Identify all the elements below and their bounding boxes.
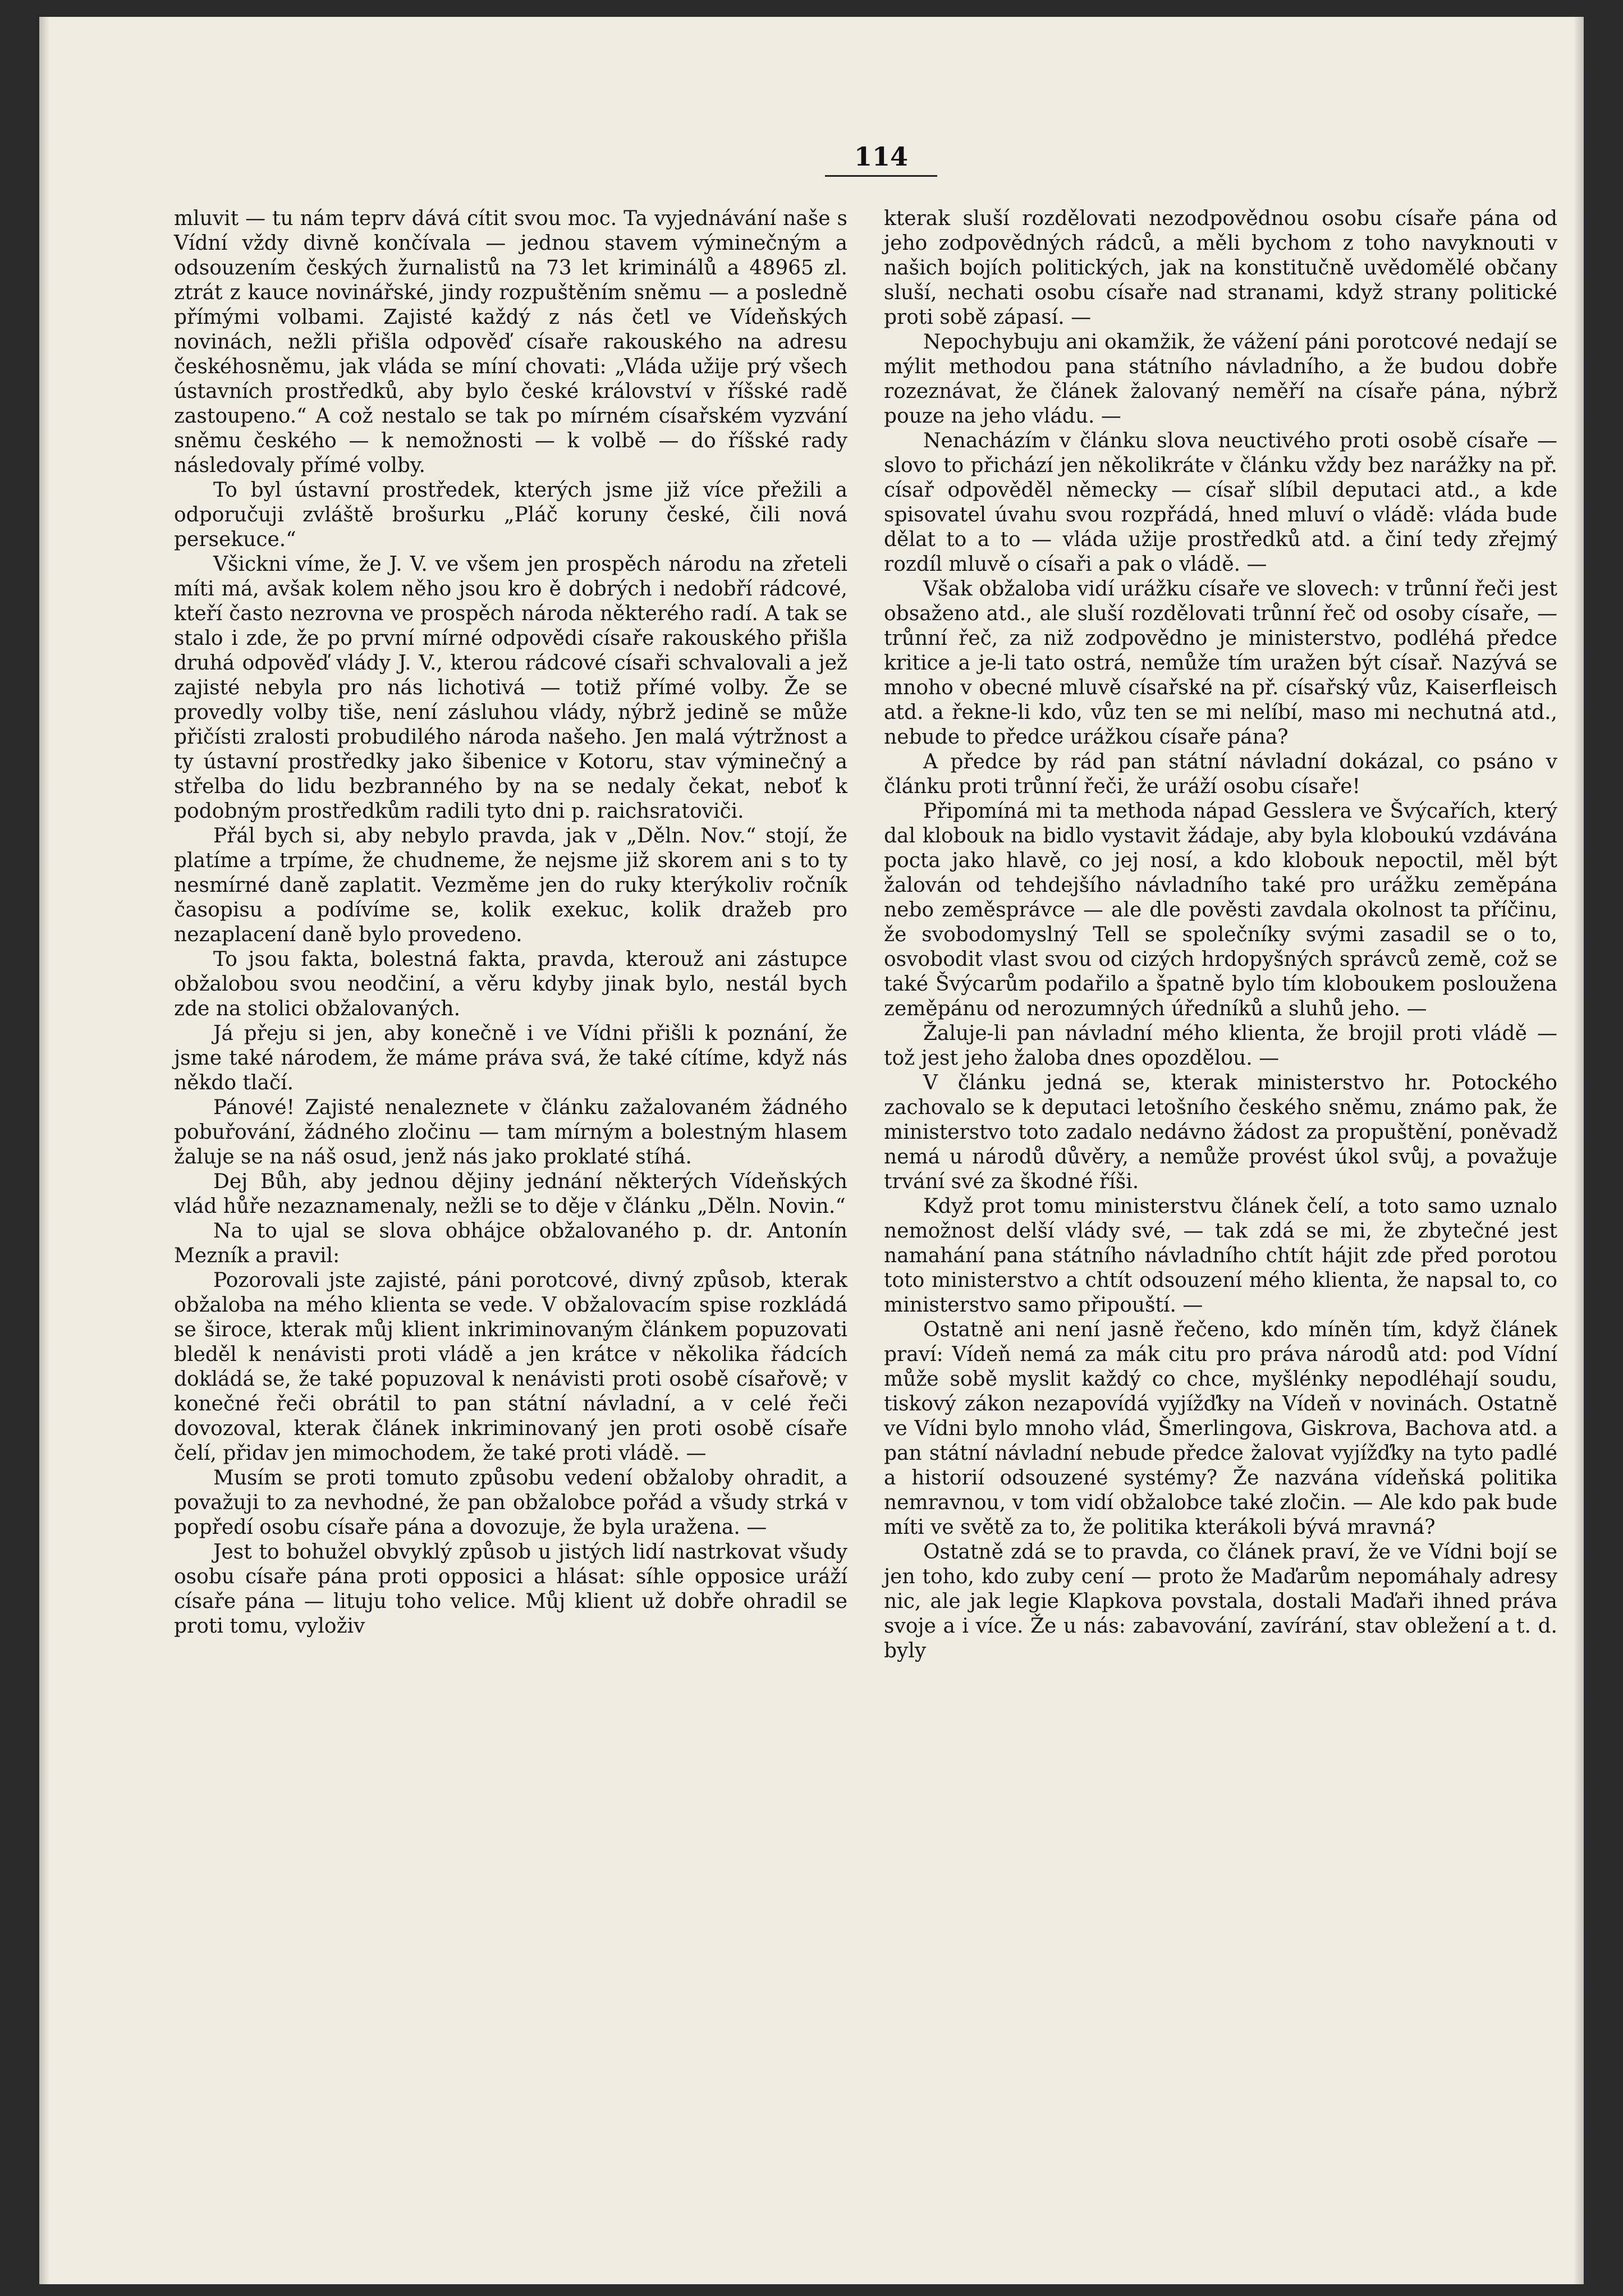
paragraph: Žaluje-li pan návladní mého klienta, že brojil proti vládě — tož jest jeho žaloba dnes opozdělou. — (884, 1022, 1557, 1070)
paragraph: To byl ústavní prostředek, kterých jsme již více přežili a odporučuji zvláště brošurku „Pláč koruny české, čili nová persekuce.“ (174, 479, 847, 551)
paragraph: Všickni víme, že J. V. ve všem jen prospěch národu na zřeteli míti má, avšak kolem něho jsou kro ě dobrých i nedobří rádcové, kteří často nezrovna ve prospěch národa některého radí. A tak se stalo i zde, že po první mírné odpovědi císaře rakouského přišla druhá odpověď vlády J. V., kterou rádcové císaři schvalovali a jež zajisté nebyla pro nás lichotivá — totiž přímé volby. Že se provedly volby tiše, není zásluhou vlády, nýbrž jedině se může přičísti zralosti probudilého národa našeho. Jen malá výtržnost a ty ústavní prostředky jako šibenice v Kotoru, stav výminečný a střelba do lidu bezbranného by na se nedaly čekat, neboť k podobným prostředkům radili tyto dni p. raichsratoviči. (174, 553, 847, 823)
page-number: 114 (854, 141, 909, 172)
paragraph: mluvit — tu nám teprv dává cítit svou moc. Ta vyjednávání naše s Vídní vždy divně končívala — jednou stavem výminečným a odsouzením českých žurnalistů na 73 let kriminálů a 48965 zl. ztrát z kauce novinářské, jindy rozpuštěním sněmu — a posledně přímými volbami. Zajisté každý z nás četl ve Vídeňských novinách, nežli přišla odpověď císaře rakouského na adresu českéhosněmu, jak vláda se míní chovati: „Vláda užije prý všech ústavních prostředků, aby bylo české království v říšské radě zastoupeno.“ A což nestalo se tak po mírném císařském vyzvání sněmu českého — k nemožnosti — k volbě — do říšské rady následovaly přímé volby. (174, 207, 847, 477)
page-edge-shadow-right (1574, 17, 1584, 2284)
page-edge-shadow-left (39, 17, 49, 2284)
paragraph: Jest to bohužel obvyklý způsob u jistých lidí nastrkovat všudy osobu císaře pána proti opposici a hlásat: síhle opposice uráží císaře pána — lituju toho velice. Můj klient už dobře ohradil se proti tomu, vyloživ (174, 1541, 847, 1638)
paragraph: Ostatně ani není jasně řečeno, kdo míněn tím, když článek praví: Vídeň nemá za mák citu pro práva národů atd: pod Vídní může sobě myslit každý co chce, myšlénky nepodléhají soudu, tiskový zákon nezapovídá vyjížďky na Vídeň v novinách. Ostatně ve Vídni bylo mnoho vlád, Šmerlingova, Giskrova, Bachova atd. a pan státní návladní nebude předce žalovat vyjížďky na tyto padlé a historií odsouzené systémy? Že nazvána vídeňská politika nemravnou, v tom vidí obžalobce také zločin. — Ale kdo pak bude míti ve světě za to, že politika kterákoli bývá mravná? (884, 1318, 1557, 1539)
paragraph: Musím se proti tomuto způsobu vedení obžaloby ohradit, a považuji to za nevhodné, že pan obžalobce pořád a všudy strká v popředí osobu císaře pána a dovozuje, že byla uražena. — (174, 1466, 847, 1539)
paragraph: Když prot tomu ministerstvu článek čelí, a toto samo uznalo nemožnost delší vlády své, — tak zdá se mi, že zbytečné jest namahání pana státního návladního chtít hájit zde před porotou toto ministerstvo a chtít odsouzení mého klienta, že napsal to, co ministerstvo samo připouští. — (884, 1195, 1557, 1317)
right-column (884, 207, 1557, 1663)
paragraph: Nepochybuju ani okamžik, že vážení páni porotcové nedají se mýlit methodou pana státního návladního, a že budou dobře rozeznávat, že článek žalovaný neměří na císaře pána, nýbrž pouze na jeho vládu. — (884, 331, 1557, 428)
paragraph: Dej Bůh, aby jednou dějiny jednání některých Vídeňských vlád hůře nezaznamenaly, nežli se to děje v článku „Děln. Novin.“ (174, 1170, 847, 1218)
paragraph: Nenacházím v článku slova neuctivého proti osobě císaře — slovo to přichází jen několikráte v článku vždy bez narážky na př. císař odpověděl německy — císař slíbil deputaci atd., a kde spisovatel úvahu svou rozpřádá, hned mluví o vládě: vláda bude dělat to a to — vláda užije prostředků atd. a činí tedy zřejmý rozdíl mluvě o císaři a pak o vládě. — (884, 429, 1557, 576)
left-column (174, 207, 847, 1639)
paragraph: Já přeju si jen, aby konečně i ve Vídni přišli k poznání, že jsme také národem, že máme práva svá, že také cítíme, když nás někdo tlačí. (174, 1022, 847, 1094)
paragraph: Na to ujal se slova obhájce obžalovaného p. dr. Antonín Mezník a pravil: (174, 1220, 847, 1267)
header-rule (825, 175, 937, 177)
paragraph: V článku jedná se, kterak ministerstvo hr. Potockého zachovalo se k deputaci letošního českého sněmu, známo pak, že ministerstvo toto zadalo nedávno žádost za propuštění, poněvadž nemá u národů důvěry, a nemůže provést úkol svůj, a považuje trvání své za škodné říši. (884, 1071, 1557, 1193)
paragraph: Pánové! Zajisté nenaleznete v článku zažalovaném žádného pobuřování, žádného zločinu — tam mírným a bolestným hlasem žaluje se na náš osud, jenž nás jako proklaté stíhá. (174, 1096, 847, 1168)
paragraph: Přál bych si, aby nebylo pravda, jak v „Děln. Nov.“ stojí, že platíme a trpíme, že chudneme, že nejsme již skorem ani s to ty nesmírné daně zaplatit. Vezměme jen do ruky kterýkoliv ročník časopisu a podívíme se, kolik exekuc, kolik dražeb pro nezaplacení daně bylo provedeno. (174, 824, 847, 946)
paragraph: Pozorovali jste zajisté, páni porotcové, divný způsob, kterak obžaloba na mého klienta se vede. V obžalovacím spise rozkládá se široce, kterak můj klient inkriminovaným článkem popuzovati bleděl k nenávisti proti vládě a jen krátce v několika řádcích dokládá se, že také popuzoval k nenávisti proti osobě císařově; v konečné řeči obrátil to pan státní návladní, a v celé řeči dovozoval, kterak článek inkriminovaný jen proti osobě císaře čelí, přidav jen mimochodem, že také proti vládě. — (174, 1269, 847, 1465)
paragraph: Připomíná mi ta methoda nápad Gesslera ve Švýcařích, který dal klobouk na bidlo vystavit žádaje, aby byla kloboukú vzdávána pocta jako hlavě, co jej nosí, a kdo klobouk nepoctil, měl být žalován od tehdejšího návladního také pro urážku zeměpána nebo zeměsprávce — ale dle pověsti zavdala okolnost ta příčinu, že svobodomyslný Tell se společníky svými zasadil se o to, osvobodit vlast svou od cizých hrdopyšných správců země, což se také Švýcarům podařilo a špatně bylo tím kloboukem posloužena zeměpánu od nerozumných úředníků a sluhů jeho. — (884, 800, 1557, 1020)
newspaper-page (39, 17, 1584, 2284)
paragraph: A předce by rád pan státní návladní dokázal, co psáno v článku proti trůnní řeči, že uráží osobu císaře! (884, 750, 1557, 798)
paragraph: kterak sluší rozdělovati nezodpovědnou osobu císaře pána od jeho zodpovědných rádců, a měli bychom z toho navyknouti v našich bojích politických, jak na konstitučně uvědomělé občany sluší, nechati osobu císaře nad stranami, když strany politické proti sobě zápasí. — (884, 207, 1557, 329)
paragraph: Však obžaloba vidí urážku císaře ve slovech: v trůnní řeči jest obsaženo atd., ale sluší rozdělovati trůnní řeč od osoby císaře, — trůnní řeč, za niž zodpovědno je ministerstvo, podléhá předce kritice a je-li tato ostrá, nemůže tím uražen být císař. Nazývá se mnoho v obecné mluvě císařské na př. císařský vůz, Kaiserfleisch atd. a řekne-li kdo, vůz ten se mi nelíbí, maso mi nechutná atd., nebude to předce urážkou císaře pána? (884, 578, 1557, 749)
paragraph: Ostatně zdá se to pravda, co článek praví, že ve Vídni bojí se jen toho, kdo zuby cení — proto že Maďarům nepomáhaly adresy nic, ale jak legie Klapkova povstala, dostali Maďaři ihned práva svoje a i více. Že u nás: zabavování, zavírání, stav obležení a t. d. byly (884, 1541, 1557, 1662)
paragraph: To jsou fakta, bolestná fakta, pravda, kterouž ani zástupce obžalobou svou neodčiní, a věru kdyby jinak bylo, nestál bych zde na stolici obžalovaných. (174, 948, 847, 1020)
